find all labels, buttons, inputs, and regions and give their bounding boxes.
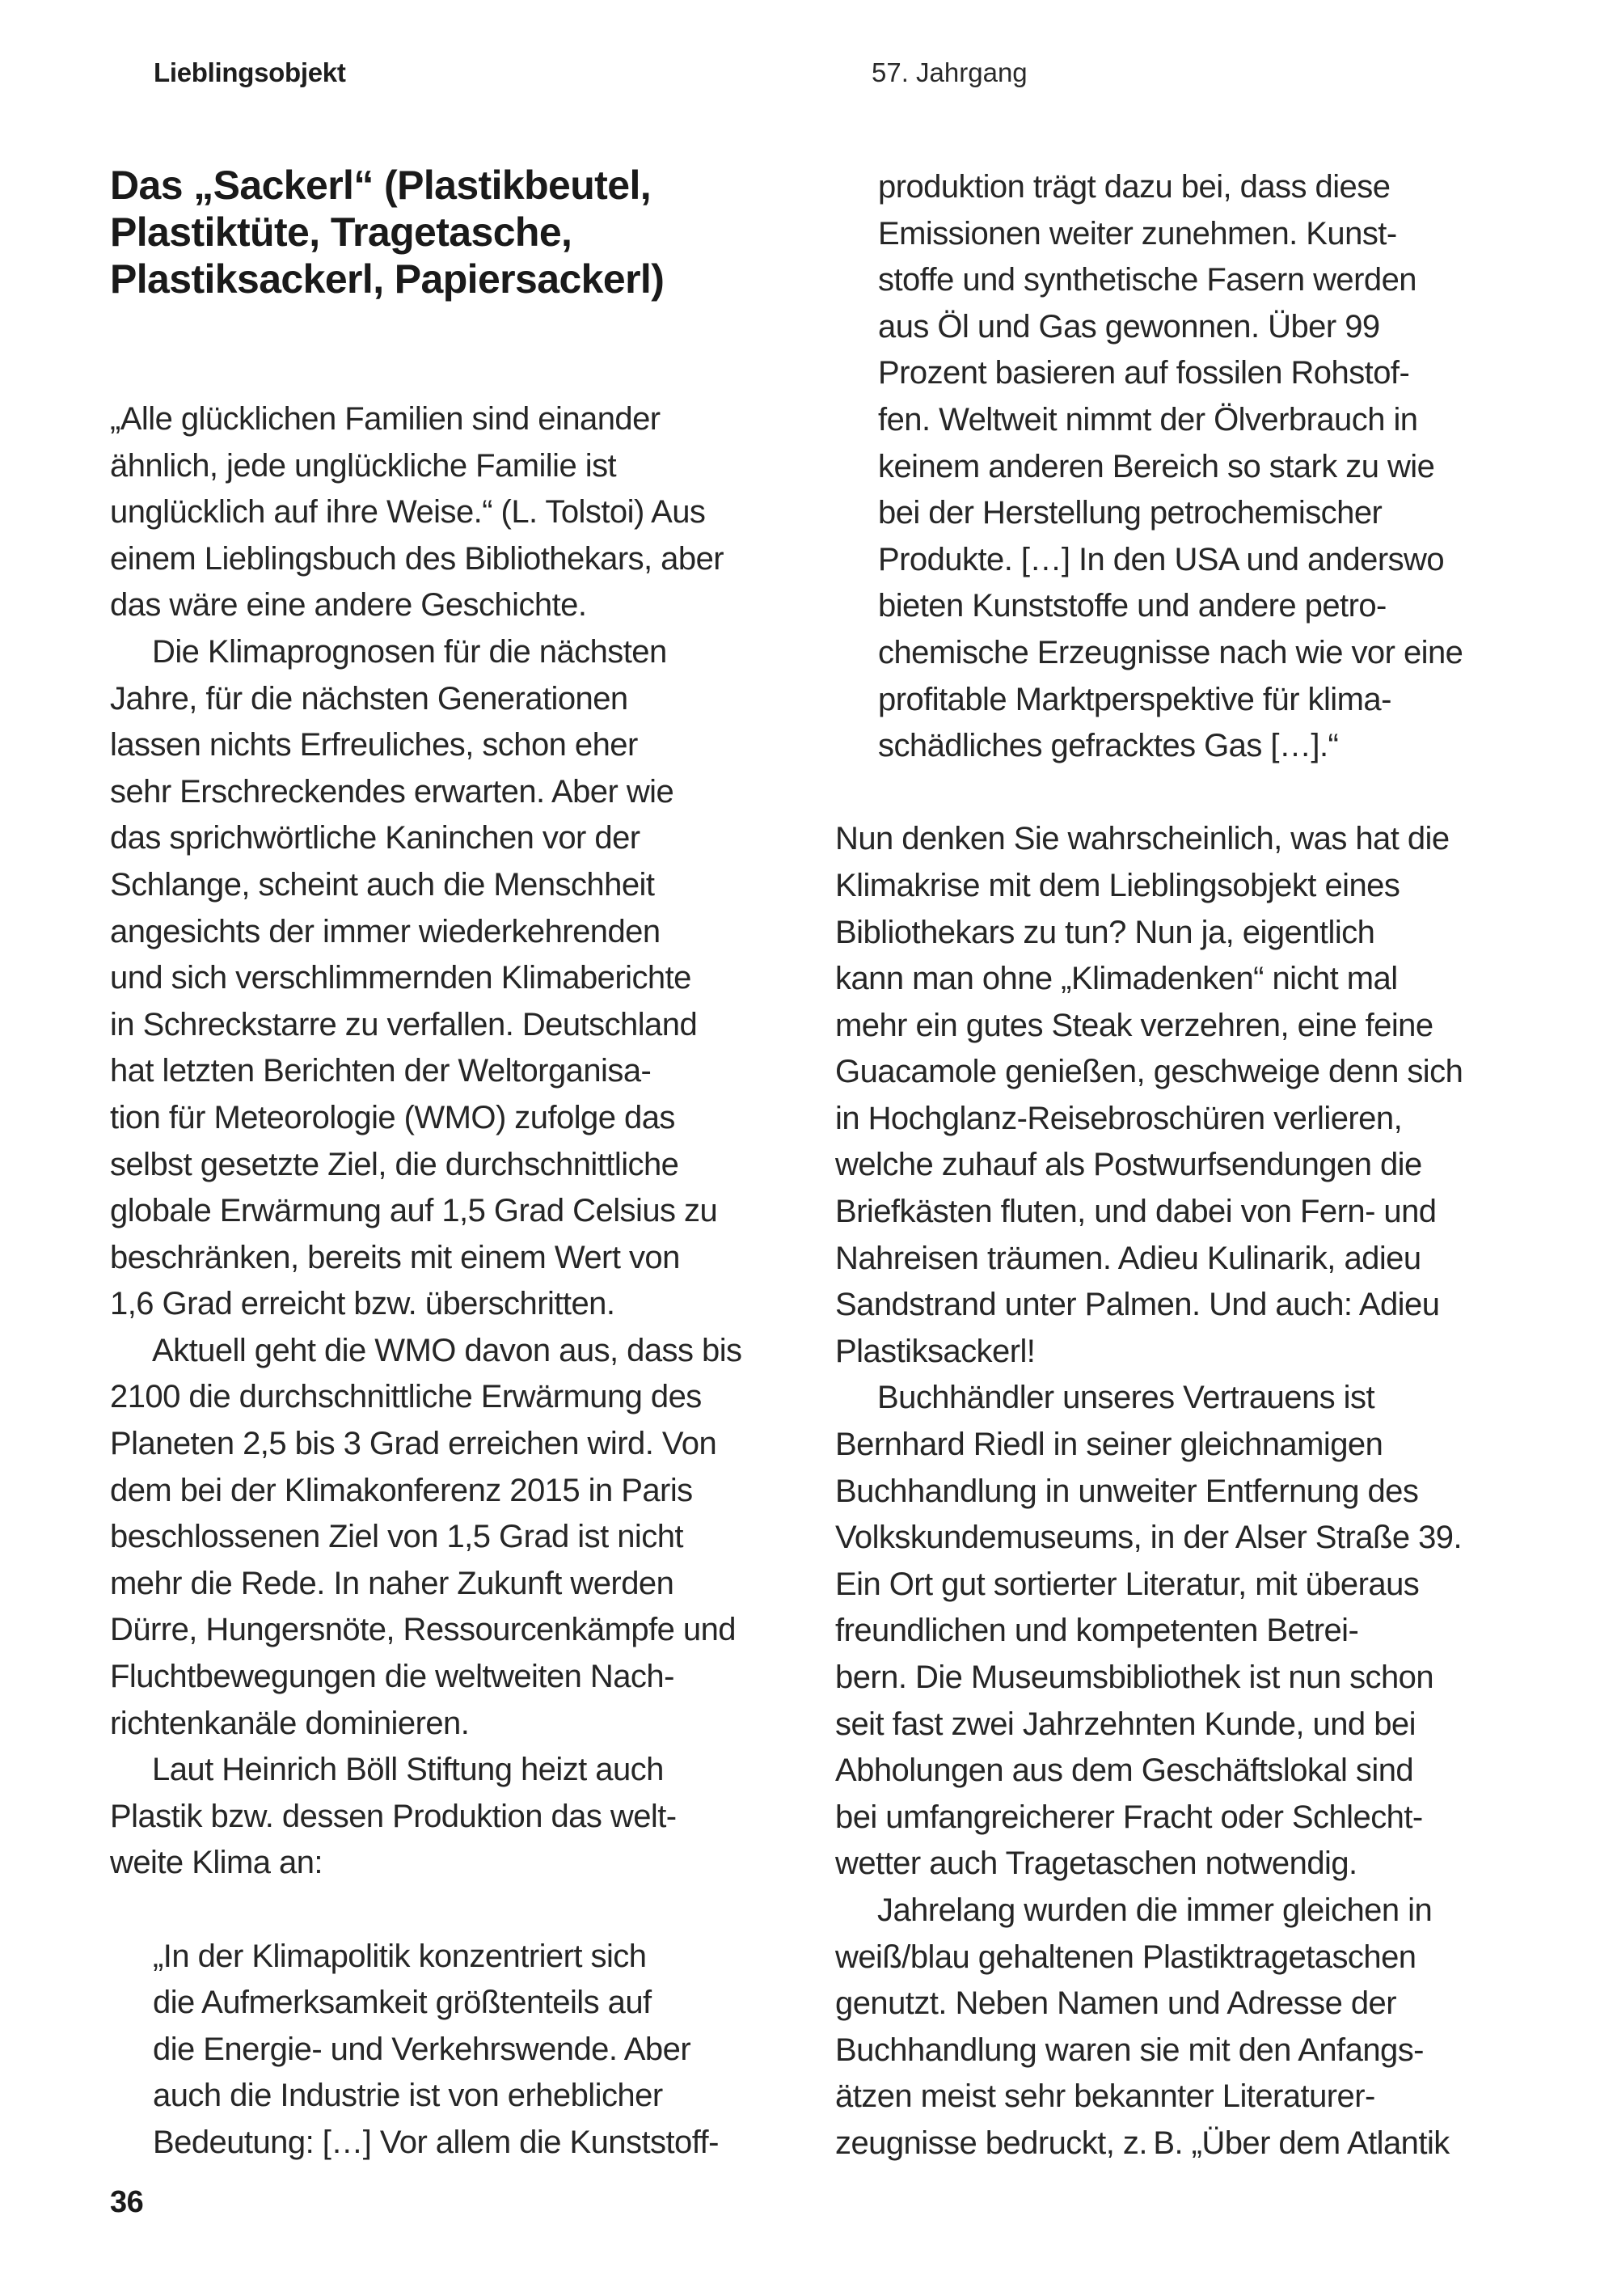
text-line: beschränken, bereits mit einem Wert von xyxy=(110,1239,680,1275)
text-line: lassen nichts Erfreuliches, schon eher xyxy=(110,727,638,763)
quote-line: produktion trägt dazu bei, dass diese xyxy=(878,169,1391,205)
text-line: sehr Erschreckendes erwarten. Aber wie xyxy=(110,773,674,810)
spacer xyxy=(110,1887,805,1934)
quote-line: die Aufmerksamkeit größtenteils auf xyxy=(153,1985,652,2021)
text-line: Nahreisen träumen. Adieu Kulinarik, adieu xyxy=(835,1240,1421,1276)
quote-line: keinem anderen Bereich so stark zu wie xyxy=(878,448,1435,484)
text-line: mehr die Rede. In naher Zukunft werden xyxy=(110,1565,674,1601)
right-column xyxy=(835,164,1530,2167)
quote-line: Prozent basieren auf fossilen Rohstof- xyxy=(878,355,1410,391)
text-line: beschlossenen Ziel von 1,5 Grad ist nicht xyxy=(110,1519,683,1555)
text-line: Buchhändler unseres Vertrauens ist xyxy=(877,1380,1375,1416)
text-line: bern. Die Museumsbibliothek ist nun schon xyxy=(835,1660,1434,1695)
text-line: Jahre, für die nächsten Generationen xyxy=(110,680,628,717)
text-line: einem Lieblingsbuch des Bibliothekars, aber xyxy=(110,540,724,577)
text-line: Aktuell geht die WMO davon aus, dass bis xyxy=(152,1332,742,1368)
text-line: Plastiksackerl! xyxy=(835,1333,1036,1369)
running-head-section: Lieblingsobjekt xyxy=(154,57,346,87)
text-line: Guacamole genießen, geschweige denn sich xyxy=(835,1054,1463,1090)
text-line: Fluchtbewegungen die weltweiten Nach- xyxy=(110,1659,674,1695)
text-line: Plastik bzw. dessen Produktion das welt- xyxy=(110,1798,677,1834)
text-line: 1,6 Grad erreicht bzw. überschritten. xyxy=(110,1286,615,1322)
text-line: das wäre eine andere Geschichte. xyxy=(110,587,587,624)
text-line: Dürre, Hungersnöte, Ressourcenkämpfe und xyxy=(110,1612,736,1648)
text-line: Jahrelang wurden die immer gleichen in xyxy=(877,1892,1433,1928)
text-line: in Hochglanz-Reisebroschüren verlieren, xyxy=(835,1100,1403,1136)
quote-line: stoffe und synthetische Fasern werden xyxy=(878,262,1416,298)
quote-line: Emissionen weiter zunehmen. Kunst- xyxy=(878,215,1397,252)
text-line: welche zuhauf als Postwurfsendungen die xyxy=(835,1147,1422,1183)
text-line: Schlange, scheint auch die Menschheit xyxy=(110,866,655,903)
text-line: freundlichen und kompetenten Betrei- xyxy=(835,1613,1359,1649)
text-line: Nun denken Sie wahrscheinlich, was hat die xyxy=(835,821,1450,857)
quote-line: die Energie- und Verkehrswende. Aber xyxy=(153,2031,691,2067)
paragraph-jahrelang xyxy=(835,1888,1530,2167)
text-line: kann man ohne „Klimadenken“ nicht mal xyxy=(835,961,1398,997)
text-line: Klimakrise mit dem Lieblingsobjekt eines xyxy=(835,867,1400,903)
left-column xyxy=(110,396,805,2167)
text-line: wetter auch Tragetaschen notwendig. xyxy=(835,1846,1357,1882)
text-line: Ein Ort gut sortierter Literatur, mit überaus xyxy=(835,1566,1420,1602)
text-line: selbst gesetzte Ziel, die durchschnittliche xyxy=(110,1146,679,1182)
text-line: weite Klima an: xyxy=(110,1845,323,1881)
quote-line: profitable Marktperspektive für klima- xyxy=(878,681,1391,717)
text-line: und sich verschlimmernden Klimaberichte xyxy=(110,960,691,996)
text-line: dem bei der Klimakonferenz 2015 in Paris xyxy=(110,1472,693,1508)
text-line: Die Klimaprognosen für die nächsten xyxy=(152,633,667,670)
text-line: seit fast zwei Jahrzehnten Kunde, und bei xyxy=(835,1706,1416,1742)
quote-line: schädliches gefracktes Gas […].“ xyxy=(878,728,1339,764)
text-line: genutzt. Neben Namen und Adresse der xyxy=(835,1985,1396,2022)
text-line: in Schreckstarre zu verfallen. Deutschland xyxy=(110,1006,698,1042)
quote-line: Bedeutung: […] Vor allem die Kunststoff- xyxy=(153,2124,719,2160)
text-line: Buchhandlung waren sie mit den Anfangs- xyxy=(835,2032,1424,2068)
text-line: globale Erwärmung auf 1,5 Grad Celsius zu xyxy=(110,1193,718,1229)
text-line: Abholungen aus dem Geschäftslokal sind xyxy=(835,1753,1414,1789)
text-line: hat letzten Berichten der Weltorganisa- xyxy=(110,1053,652,1089)
title-line: Das „Sackerl“ (Plastikbeutel, xyxy=(110,163,652,208)
text-line: Bibliothekars zu tun? Nun ja, eigentlich xyxy=(835,914,1375,950)
quote-line: „In der Klimapolitik konzentriert sich xyxy=(153,1938,647,1974)
blockquote-continued xyxy=(835,164,1530,770)
running-head-volume: 57. Jahrgang xyxy=(872,57,1028,87)
text-line: ähnlich, jede unglückliche Familie ist xyxy=(110,447,617,484)
text-line: Laut Heinrich Böll Stiftung heizt auch xyxy=(152,1752,664,1788)
paragraph-wmo xyxy=(110,1328,805,1747)
text-line: mehr ein gutes Steak verzehren, eine feine xyxy=(835,1007,1433,1043)
text-line: angesichts der immer wiederkehrenden xyxy=(110,913,661,949)
article-title xyxy=(110,162,773,302)
text-line: Buchhandlung in unweiter Entfernung des xyxy=(835,1473,1419,1509)
title-line: Plastiktüte, Tragetasche, xyxy=(110,209,572,255)
text-line: weiß/blau gehaltenen Plastiktragetaschen xyxy=(835,1939,1416,1975)
paragraph-klimaprognosen xyxy=(110,629,805,1328)
title-line: Plastiksackerl, Papiersackerl) xyxy=(110,256,665,302)
text-line: „Alle glücklichen Familien sind einander xyxy=(110,401,661,437)
text-line: Planeten 2,5 bis 3 Grad erreichen wird. Von xyxy=(110,1426,717,1462)
text-line: ätzen meist sehr bekannter Literaturer- xyxy=(835,2078,1375,2115)
text-line: bei umfangreicherer Fracht oder Schlecht- xyxy=(835,1799,1423,1835)
text-line: richtenkanäle dominieren. xyxy=(110,1705,470,1741)
text-line: zeugnisse bedruckt, z. B. „Über dem Atlantik xyxy=(835,2125,1450,2161)
blockquote-boell xyxy=(110,1934,805,2167)
quote-line: chemische Erzeugnisse nach wie vor eine xyxy=(878,634,1463,670)
text-line: unglücklich auf ihre Weise.“ (L. Tolstoi) Aus xyxy=(110,494,706,531)
text-line: Bernhard Riedl in seiner gleichnamigen xyxy=(835,1427,1383,1463)
text-line: das sprichwörtliche Kaninchen vor der xyxy=(110,820,640,856)
quote-line: auch die Industrie ist von erheblicher xyxy=(153,2078,663,2114)
text-line: 2100 die durchschnittliche Erwärmung des xyxy=(110,1379,702,1415)
quote-line: fen. Weltweit nimmt der Ölverbrauch in xyxy=(878,401,1418,438)
quote-line: Produkte. […] In den USA und anderswo xyxy=(878,541,1445,577)
quote-line: aus Öl und Gas gewonnen. Über 99 xyxy=(878,308,1380,345)
paragraph-tolstoi-quote xyxy=(110,396,805,629)
paragraph-buchhaendler xyxy=(835,1375,1530,1888)
quote-line: bei der Herstellung petrochemischer xyxy=(878,495,1383,531)
paragraph-klimadenken xyxy=(835,816,1530,1375)
text-line: Briefkästen fluten, und dabei von Fern- und xyxy=(835,1194,1437,1230)
text-line: tion für Meteorologie (WMO) zufolge das xyxy=(110,1099,675,1135)
text-line: Sandstrand unter Palmen. Und auch: Adieu xyxy=(835,1287,1440,1323)
page-number: 36 xyxy=(110,2185,144,2219)
text-line: Volkskundemuseums, in der Alser Straße 39. xyxy=(835,1520,1463,1556)
spacer xyxy=(835,770,1530,817)
quote-line: bieten Kunststoffe und andere petro- xyxy=(878,588,1387,624)
paragraph-boell-stiftung xyxy=(110,1747,805,1887)
